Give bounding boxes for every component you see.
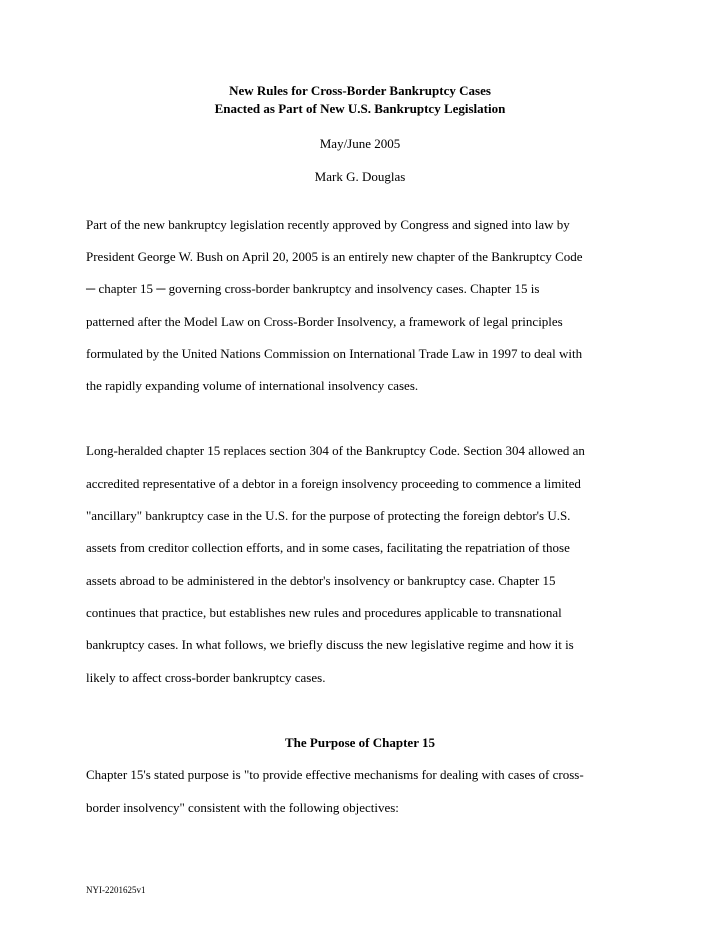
- paragraph-1-line: Part of the new bankruptcy legislation recently approved by Congress and signed into law by: [86, 217, 570, 232]
- paragraph-3-line: Chapter 15's stated purpose is "to provide effective mechanisms for dealing with cases of cross-: [86, 767, 584, 782]
- paragraph-1-line: the rapidly expanding volume of international insolvency cases.: [86, 378, 419, 393]
- paragraph-1-line: President George W. Bush on April 20, 2005 is an entirely new chapter of the Bankruptcy Code: [86, 249, 583, 264]
- section-heading: The Purpose of Chapter 15: [285, 735, 435, 750]
- document-title-line-2: Enacted as Part of New U.S. Bankruptcy Legislation: [214, 101, 506, 116]
- paragraph-1-line: patterned after the Model Law on Cross-Border Insolvency, a framework of legal principles: [86, 314, 563, 329]
- paragraph-2-line: assets from creditor collection efforts, and in some cases, facilitating the repatriation of those: [86, 540, 570, 555]
- paragraph-2-line: Long-heralded chapter 15 replaces section 304 of the Bankruptcy Code. Section 304 allowed an: [86, 443, 585, 458]
- paragraph-2-line: likely to affect cross-border bankruptcy cases.: [86, 670, 326, 685]
- paragraph-2-line: bankruptcy cases. In what follows, we briefly discuss the new legislative regime and how it is: [86, 637, 574, 652]
- document-author: Mark G. Douglas: [314, 169, 406, 184]
- paragraph-2-line: assets abroad to be administered in the debtor's insolvency or bankruptcy case. Chapter 15: [86, 573, 556, 588]
- document-date: May/June 2005: [319, 136, 401, 151]
- paragraph-2-line: "ancillary" bankruptcy case in the U.S. for the purpose of protecting the foreign debtor's U.S.: [86, 508, 571, 523]
- paragraph-2-line: accredited representative of a debtor in a foreign insolvency proceeding to commence a limited: [86, 476, 581, 491]
- paragraph-1-line: ─ chapter 15 ─ governing cross-border bankruptcy and insolvency cases. Chapter 15 is: [86, 281, 540, 296]
- paragraph-2-line: continues that practice, but establishes new rules and procedures applicable to transnational: [86, 605, 562, 620]
- document-footer-id: NYI-2201625v1: [86, 885, 146, 895]
- document-title-line-1: New Rules for Cross-Border Bankruptcy Cases: [229, 83, 491, 98]
- paragraph-3-line: border insolvency" consistent with the following objectives:: [86, 800, 399, 815]
- paragraph-1-line: formulated by the United Nations Commission on International Trade Law in 1997 to deal with: [86, 346, 583, 361]
